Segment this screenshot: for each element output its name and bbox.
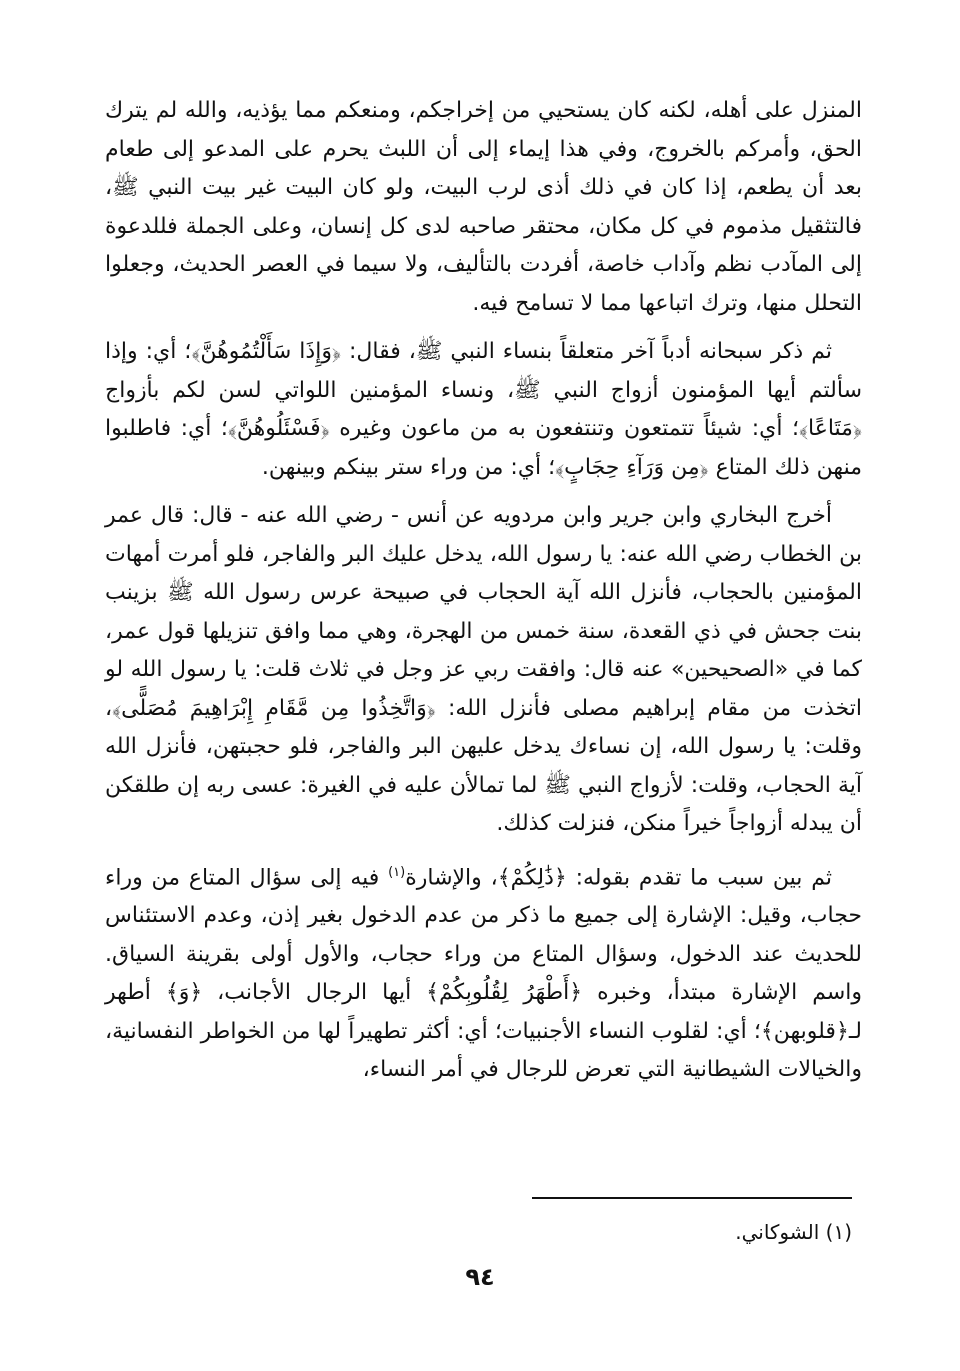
footnote-marker: (١) [825, 1220, 852, 1244]
main-text [105, 92, 862, 1100]
footnote [735, 1218, 852, 1246]
footnote-text: الشوكاني. [735, 1220, 820, 1244]
paragraph-3: أخرج البخاري وابن جرير وابن مردويه عن أنس - رضي الله عنه - قال: قال عمر بن الخطاب رضي الله عنه: يا رسول الله، يدخل عليك البر والفاجر، فلو أمرت أمهات المؤمنين بالحجاب، فأنزل الله آية الحجاب في صبيحة عرس رسول الله ﷺ بزينب بنت جحش في ذي القعدة، سنة خمس من الهجرة، وهي مما وافق تنزيلها قول عمر، كما في «الصحيحين» عنه قال: وافقت ربي عز وجل في ثلاث قلت: يا رسول الله لو اتخذت من مقام إبراهيم مصلى فأنزل الله: ﴿وَاتَّخِذُوا مِن مَّقَامِ إِبْرَاهِيمَ مُصَلًّى﴾، وقلت: يا رسول الله، إن نساءك يدخل عليهن البر والفاجر، فلو حجبتهن، فأنزل الله آية الحجاب، وقلت: لأزواج النبي ﷺ لما تمالأن عليه في الغيرة: عسى ربه إن طلقكن أن يبدله أزواجاً خيراً منكن، فنزلت كذلك. [105, 503, 862, 836]
paragraph-2: ثم ذكر سبحانه أدباً آخر متعلقاً بنساء النبي ﷺ، فقال: ﴿وَإِذَا سَأَلْتُمُوهُنَّ﴾؛ أي: وإذا سألتم أيها المؤمنون أزواج النبي ﷺ، ونساء المؤمنين اللواتي لسن لكم بأزواج ﴿مَتَاعًا﴾؛ أي: شيئاً تتمتعون وتنتفعون به من ماعون وغيره ﴿فَسْئَلُوهُنَّ﴾؛ أي: فاطلبوا منهن ذلك المتاع ﴿مِن وَرَآءِ حِجَابٍ﴾؛ أي: من وراء ستر بينكم وبينهن. [105, 339, 862, 480]
page-number: ٩٤ [465, 1263, 495, 1291]
paragraph-4-before: ثم بين سبب ما تقدم بقوله: ﴿ذَٰلِكُمْ﴾، والإشارة [405, 864, 832, 890]
paragraph-4-after: فيه إلى سؤال المتاع من وراء حجاب، وقيل: الإشارة إلى جميع ما ذكر من عدم الدخول بغير إذن، وعدم الاستئناس للحديث عند الدخول، وسؤال المتاع من وراء حجاب، والأول أولى بقرينة السياق. واسم الإشارة مبتدأ، وخبره ﴿أَطْهَرُ لِقُلُوبِكُمْ﴾ أيها الرجال الأجانب، ﴿وَ﴾ أطهر لـ﴿قلوبهن﴾؛ أي: لقلوب النساء الأجنبيات؛ أي: أكثر تطهيراً لها من الخواطر النفسانية، والخيالات الشيطانية التي تعرض للرجال في أمر النساء، [105, 864, 862, 1083]
paragraph-4 [105, 854, 862, 1090]
paragraph-1: المنزل على أهله، لكنه كان يستحيي من إخراجكم، ومنعكم مما يؤذيه، والله لم يترك الحق، وأمركم بالخروج، وفي هذا إيماء إلى أن اللبث يحرم على المدعو إلى طعام بعد أن يطعم، إذا كان في ذلك أذى لرب البيت، ولو كان البيت غير بيت النبي ﷺ، فالتثقيل مذموم في كل مكان، محتقر صاحبه لدى كل إنسان، وعلى الجملة فللدعوة إلى المآدب نظم وآداب خاصة، أفردت بالتأليف، ولا سيما في العصر الحديث، وجعلوا التحلل منها، وترك اتباعها مما لا تسامح فيه. [105, 98, 862, 316]
footnote-separator [532, 1197, 852, 1199]
footnote-reference: (١) [388, 864, 406, 880]
